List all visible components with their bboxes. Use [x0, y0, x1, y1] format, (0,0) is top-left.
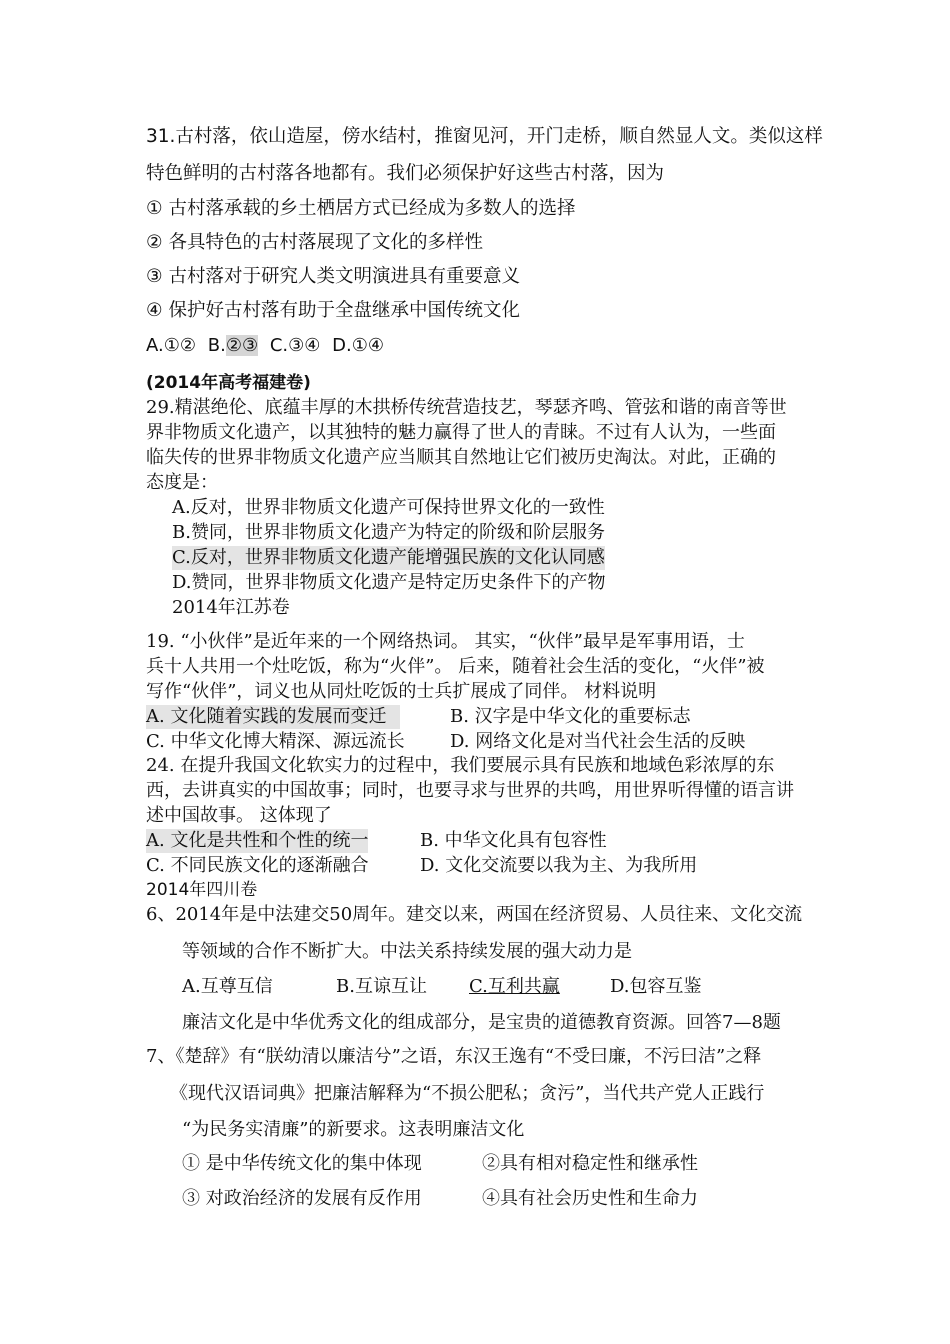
q7-item-4: ④具有社会历史性和生命力: [482, 1188, 698, 1209]
q6-option-d: D.包容互鉴: [610, 976, 702, 997]
q7-stem-line-3: “为民务实清廉”的新要求。这表明廉洁文化: [182, 1119, 525, 1140]
q24-option-b: B. 中华文化具有包容性: [420, 830, 607, 851]
q31-stem-line-1: 31.古村落，依山造屋，傍水结村，推窗见河，开门走桥，顺自然显人文。类似这样: [146, 126, 823, 147]
q31-item-2: ② 各具特色的古村落展现了文化的多样性: [146, 232, 483, 253]
q7-item-2: ②具有相对稳定性和继承性: [482, 1153, 698, 1174]
q7-item-1: ① 是中华传统文化的集中体现: [182, 1153, 422, 1174]
q29-option-a: A.反对，世界非物质文化遗产可保持世界文化的一致性: [172, 497, 605, 518]
q24-stem-line-3: 述中国故事。 这体现了: [146, 805, 332, 826]
q19-stem-line-1: 19. “小伙伴”是近年来的一个网络热词。 其实，“伙伴”最早是军事用语，士: [146, 631, 745, 652]
q24-option-a: A. 文化是共性和个性的统一: [146, 830, 369, 851]
q31-stem-line-2: 特色鲜明的古村落各地都有。我们必须保护好这些古村落，因为: [146, 163, 665, 184]
q24-stem-line-1: 24. 在提升我国文化软实力的过程中，我们要展示具有民族和地域色彩浓厚的东: [146, 755, 775, 776]
q6-option-c: C.互利共赢: [469, 976, 560, 997]
q31-option-a: A.①②: [146, 335, 196, 356]
sichuan-source-heading: 2014年四川卷: [146, 880, 258, 900]
q19-stem-line-3: 写作“伙伴”，词义也从同灶吃饭的士兵扩展成了同伴。 材料说明: [146, 681, 657, 702]
q7-intro: 廉洁文化是中华优秀文化的组成部分，是宝贵的道德教育资源。回答7—8题: [182, 1012, 781, 1033]
q19-option-d: D. 网络文化是对当代社会生活的反映: [450, 731, 746, 752]
q6-option-b: B.互谅互让: [336, 976, 427, 997]
jiangsu-source-heading: 2014年江苏卷: [172, 597, 290, 618]
q31-option-d: D.①④: [332, 335, 384, 356]
q24-option-c: C. 不同民族文化的逐渐融合: [146, 855, 369, 876]
q7-stem-line-1: 7、《楚辞》有“朕幼清以廉洁兮”之语，东汉王逸有“不受曰廉，不污曰洁”之释: [146, 1046, 762, 1067]
q31-item-4: ④ 保护好古村落有助于全盘继承中国传统文化: [146, 300, 520, 321]
q29-stem-line-2: 界非物质文化遗产，以其独特的魅力赢得了世人的青睐。不过有人认为，一些面: [146, 422, 776, 443]
q6-stem-line-2: 等领域的合作不断扩大。中法关系持续发展的强大动力是: [182, 941, 632, 962]
q24-stem-line-2: 西，去讲真实的中国故事；同时，也要寻求与世界的共鸣，用世界听得懂的语言讲: [146, 780, 794, 801]
q29-stem-line-3: 临失传的世界非物质文化遗产应当顺其自然地让它们被历史淘汰。对此，正确的: [146, 447, 776, 468]
q31-option-b-prefix: B.: [207, 335, 226, 356]
q29-option-c: C.反对，世界非物质文化遗产能增强民族的文化认同感: [172, 547, 605, 568]
q6-stem-line-1: 6、2014年是中法建交50周年。建交以来，两国在经济贸易、人员往来、文化交流: [146, 904, 803, 925]
q31-item-3: ③ 古村落对于研究人类文明演进具有重要意义: [146, 266, 520, 287]
q19-option-b: B. 汉字是中华文化的重要标志: [450, 706, 691, 727]
q7-item-3: ③ 对政治经济的发展有反作用: [182, 1188, 422, 1209]
q19-option-c: C. 中华文化博大精深、源远流长: [146, 731, 405, 752]
q31-item-1: ① 古村落承载的乡土栖居方式已经成为多数人的选择: [146, 198, 576, 219]
q19-stem-line-2: 兵十人共用一个灶吃饭，称为“火伴”。 后来，随着社会生活的变化，“火伴”被: [146, 656, 765, 677]
q6-option-a: A.互尊互信: [182, 976, 273, 997]
q31-option-c: C.③④: [269, 335, 321, 356]
q29-option-d: D.赞同，世界非物质文化遗产是特定历史条件下的产物: [172, 572, 606, 593]
q31-options: [146, 334, 384, 358]
q29-option-b: B.赞同，世界非物质文化遗产为特定的阶级和阶层服务: [172, 522, 605, 543]
q29-stem-line-4: 态度是：: [146, 472, 218, 493]
q31-option-b: [208, 335, 258, 356]
q31-option-b-value: ②③: [225, 335, 259, 356]
q7-stem-line-2: 《现代汉语词典》把廉洁解释为“不损公肥私；贪污”，当代共产党人正践行: [170, 1083, 765, 1104]
fujian-source-heading: (2014年高考福建卷): [146, 373, 311, 393]
q24-option-d: D. 文化交流要以我为主、为我所用: [420, 855, 698, 876]
q29-stem-line-1: 29.精湛绝伦、底蕴丰厚的木拱桥传统营造技艺，琴瑟齐鸣、管弦和谐的南音等世: [146, 397, 787, 418]
q19-option-a: A. 文化随着实践的发展而变迁: [146, 705, 400, 729]
